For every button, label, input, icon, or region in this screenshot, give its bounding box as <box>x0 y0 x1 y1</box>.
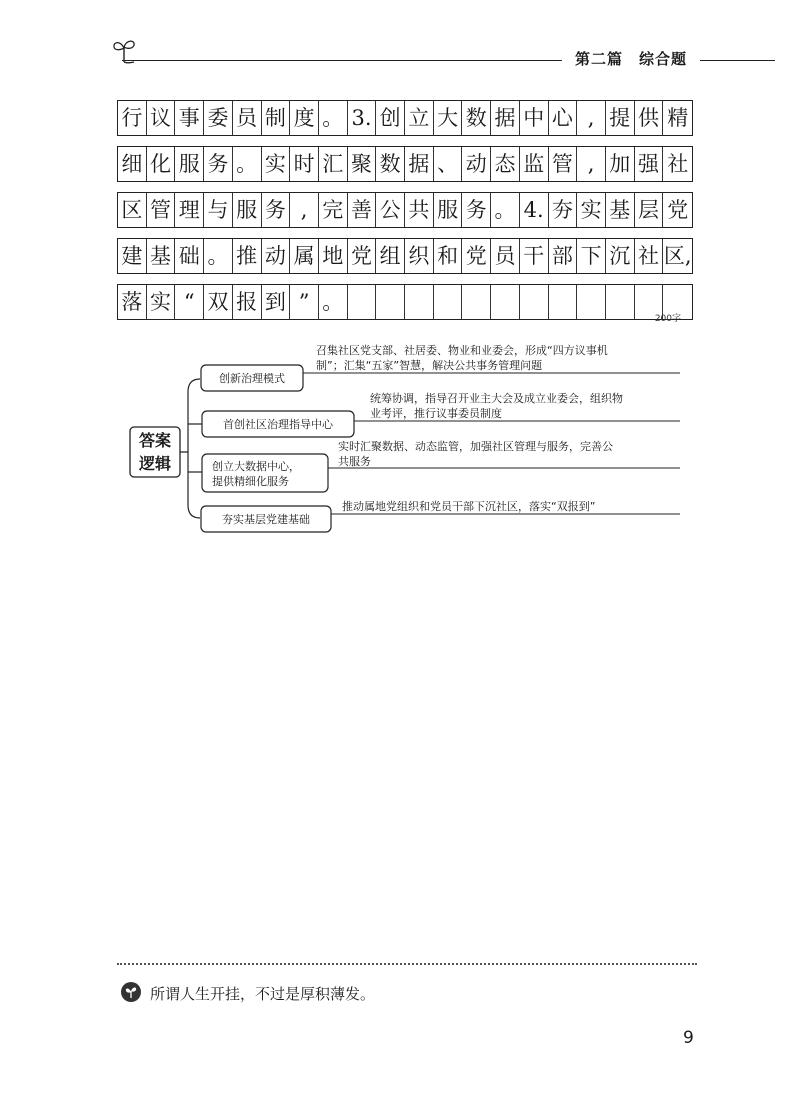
grid-cell: , <box>577 101 606 135</box>
grid-cell: 到 <box>262 285 291 319</box>
word-count: 200字 <box>654 314 681 324</box>
grid-cell: 数 <box>462 101 491 135</box>
grid-cell: 化 <box>147 147 176 181</box>
branch-4 <box>201 499 680 532</box>
footer-quote: 所谓人生开挂，不过是厚积薄发。 <box>150 985 376 1003</box>
grid-cell: 建 <box>118 239 147 273</box>
grid-cell: 加 <box>606 147 635 181</box>
grid-cell: 务 <box>462 193 491 227</box>
svg-text:业考评，推行议事委员制度: 业考评，推行议事委员制度 <box>370 407 502 420</box>
grid-cell: 据 <box>491 101 520 135</box>
grid-cell: 下 <box>577 239 606 273</box>
grid-cell: 。 <box>204 239 233 273</box>
grid-cell: 态 <box>491 147 520 181</box>
svg-text:统筹协调，指导召开业主大会及成立业委会，组织物: 统筹协调，指导召开业主大会及成立业委会，组织物 <box>370 392 623 405</box>
svg-text:共服务: 共服务 <box>338 455 371 468</box>
svg-text:召集社区党支部、社居委、物业和业委会，形成“四方议事机: 召集社区党支部、社居委、物业和业委会，形成“四方议事机 <box>316 344 608 357</box>
grid-cell: 善 <box>348 193 377 227</box>
grid-cell: “ <box>175 285 204 319</box>
grid-cell: 沉 <box>606 239 635 273</box>
grid-cell: 党 <box>667 197 689 222</box>
grid-cell: , <box>290 193 319 227</box>
grid-cell: 础 <box>175 239 204 273</box>
grid-cell: 委 <box>204 101 233 135</box>
grid-cell: 务 <box>204 147 233 181</box>
grid-cell: 大 <box>434 101 463 135</box>
grid-cell: 组 <box>376 239 405 273</box>
grid-cell: 。 <box>491 193 520 227</box>
svg-text:制”；汇集“五家”智慧，解决公共事务管理问题: 制”；汇集“五家”智慧，解决公共事务管理问题 <box>316 359 543 372</box>
grid-cell: 党 <box>462 239 491 273</box>
grid-cell: , <box>577 147 606 181</box>
grid-cell: 聚 <box>348 147 377 181</box>
grid-cell: 监 <box>520 147 549 181</box>
grid-cell: 事 <box>175 101 204 135</box>
grid-cell: 数 <box>376 147 405 181</box>
svg-text:实时汇聚数据、动态监管，加强社区管理与服务，完善公: 实时汇聚数据、动态监管，加强社区管理与服务，完善公 <box>338 440 613 453</box>
grid-cell: 据 <box>405 147 434 181</box>
grid-cell: 汇 <box>319 147 348 181</box>
root-label-2: 逻辑 <box>138 454 172 473</box>
svg-text:首创社区治理指导中心: 首创社区治理指导中心 <box>223 418 333 431</box>
grid-cell: 与 <box>204 193 233 227</box>
grid-cell: 动 <box>262 239 291 273</box>
grid-cell: 部 <box>549 239 578 273</box>
grid-cell: 立 <box>405 101 434 135</box>
page-number: 9 <box>683 1028 694 1048</box>
grid-cell: 干 <box>520 239 549 273</box>
grid-cell: 供 <box>635 101 664 135</box>
grid-cell: 员 <box>491 239 520 273</box>
grid-cell: 社 <box>635 239 664 273</box>
grid-cell: 和 <box>434 239 463 273</box>
grid-cell: 服 <box>434 193 463 227</box>
grid-cell: 层 <box>635 193 664 227</box>
grid-cell: 地 <box>319 239 348 273</box>
grid-cell: 理 <box>175 193 204 227</box>
grid-cell: 。 <box>319 101 348 135</box>
grid-cell: 服 <box>233 193 262 227</box>
grid-cell: 区 <box>118 193 147 227</box>
grid-cell: 服 <box>175 147 204 181</box>
grid-cell: 区, <box>663 243 692 268</box>
grid-cell: 基 <box>606 193 635 227</box>
grid-cell: 提 <box>606 101 635 135</box>
section-title: 第二篇 综合题 <box>575 50 688 68</box>
svg-text:提供精细化服务: 提供精细化服务 <box>212 475 289 488</box>
footer-dotted-rule <box>117 963 697 965</box>
grid-cell: 时 <box>290 147 319 181</box>
sprout-badge-icon <box>121 982 141 1002</box>
grid-cell: 度 <box>290 101 319 135</box>
grid-cell: 管 <box>549 147 578 181</box>
grid-cell: 3. <box>348 101 377 135</box>
grid-cell: 。 <box>233 147 262 181</box>
svg-text:推动属地党组织和党员干部下沉社区，落实“双报到”: 推动属地党组织和党员干部下沉社区，落实“双报到” <box>342 500 596 513</box>
grid-cell: 共 <box>405 193 434 227</box>
grid-cell: 动 <box>462 147 491 181</box>
branch-2 <box>202 391 680 437</box>
grid-cell: 落 <box>118 285 147 319</box>
grid-cell: 强 <box>635 147 664 181</box>
grid-cell: 社 <box>667 151 689 176</box>
grid-cell: 员 <box>233 101 262 135</box>
grid-cell: 党 <box>348 239 377 273</box>
grid-cell: 务 <box>262 193 291 227</box>
branch-3 <box>202 439 680 492</box>
grid-cell: 精 <box>667 105 689 130</box>
grid-cell: 制 <box>262 101 291 135</box>
grid-cell: 夯 <box>549 193 578 227</box>
grid-cell: 议 <box>147 101 176 135</box>
grid-cell: 细 <box>118 147 147 181</box>
grid-cell: 公 <box>376 193 405 227</box>
svg-text:创新治理模式: 创新治理模式 <box>219 372 285 385</box>
grid-cell: 、 <box>434 147 463 181</box>
grid-cell: 推 <box>233 239 262 273</box>
grid-cell: 基 <box>147 239 176 273</box>
grid-cell: 完 <box>319 193 348 227</box>
root-label-1: 答案 <box>138 431 172 450</box>
grid-cell: 管 <box>147 193 176 227</box>
grid-cell: 双 <box>204 285 233 319</box>
grid-cell: 报 <box>233 285 262 319</box>
grid-cell: 实 <box>147 285 176 319</box>
grid-cell: 织 <box>405 239 434 273</box>
tree-connector <box>180 379 200 518</box>
grid-cell: 中 <box>520 101 549 135</box>
branch-1 <box>201 343 680 391</box>
grid-cell: ” <box>290 285 319 319</box>
grid-cell: 实 <box>577 193 606 227</box>
grid-cell: 。 <box>319 285 348 319</box>
grid-cell: 4. <box>520 193 549 227</box>
grid-cell: 心 <box>549 101 578 135</box>
grid-cell: 实 <box>262 147 291 181</box>
grid-cell: 创 <box>376 101 405 135</box>
grid-cell: 属 <box>290 239 319 273</box>
grid-cell: 行 <box>118 101 147 135</box>
svg-text:夯实基层党建基础: 夯实基层党建基础 <box>222 513 310 526</box>
svg-text:创立大数据中心，: 创立大数据中心， <box>212 460 300 473</box>
